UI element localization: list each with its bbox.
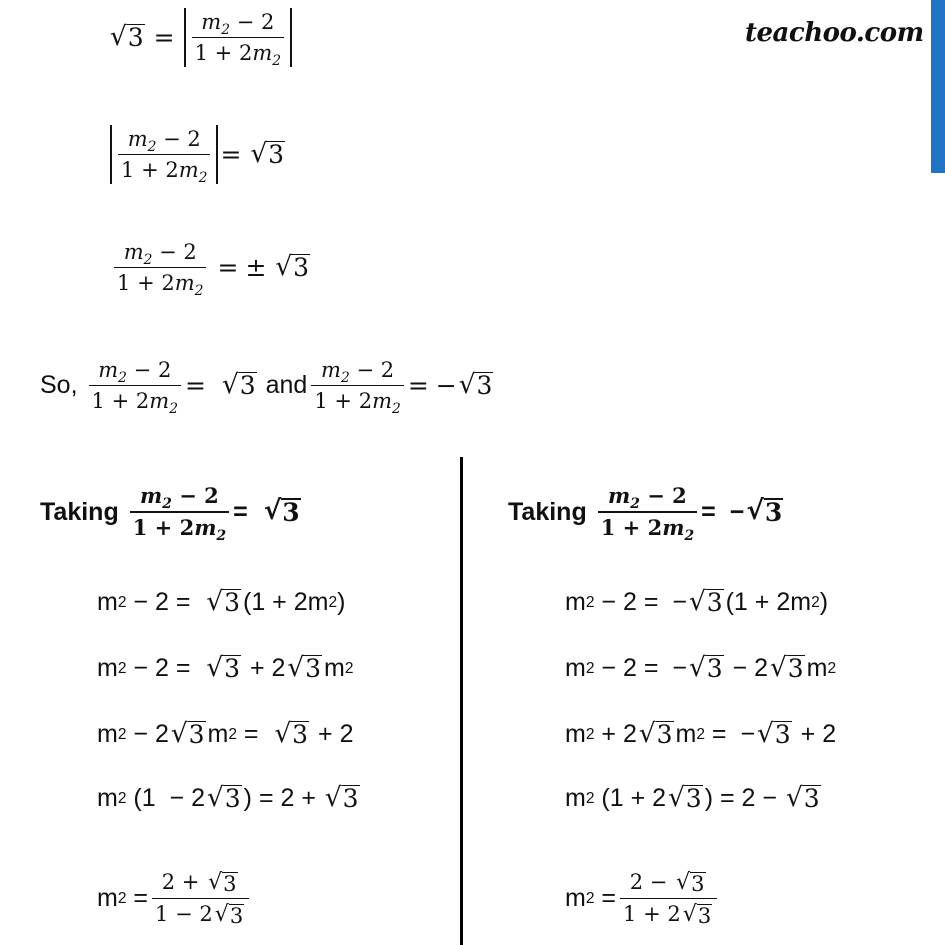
equation-line-2: $\frac{m_2 - 2}{1 + 2m_2}$ = √ 3 <box>108 125 287 184</box>
right-step-3: m 2 + 2 √ 3 m 2 = − √ 3 + 2 <box>565 718 837 749</box>
sqrt: √ 3 <box>757 718 791 749</box>
left-step-2: m 2 − 2 = √ 3 + 2 √ 3 m 2 <box>97 652 354 683</box>
fraction: $\frac{m_2 - 2}{1 + 2m_2}$ <box>311 358 403 413</box>
sqrt: √ 3 <box>250 139 285 170</box>
equation-line-4: So, $\frac{m_2 - 2}{1 + 2m_2}$ = √ 3 and $\frac{m_2 - 2}{1 + 2m_2}$ = − √ 3 <box>40 358 493 417</box>
fraction: 2 + √ 3 1 − 2 √ 3 <box>152 870 249 927</box>
fraction: $\frac{m_2 - 2}{1 + 2m_2}$ <box>89 358 181 413</box>
sqrt: √ 3 <box>746 496 783 528</box>
equation-line-3: $\frac{m_2 - 2}{1 + 2m_2}$ = ± √ 3 <box>110 240 312 295</box>
sqrt: √ 3 <box>274 718 309 749</box>
absolute-value <box>184 8 292 67</box>
sqrt: √ 3 <box>208 870 237 896</box>
sqrt: √ 3 <box>638 718 673 749</box>
teachoo-logo: teachoo.com <box>745 18 924 48</box>
sqrt: √ 3 <box>214 902 244 929</box>
left-step-3: m 2 − 2 √ 3 m 2 = √ 3 + 2 <box>97 718 354 749</box>
sqrt: √ 3 <box>458 370 493 401</box>
sqrt: √ 3 <box>668 782 702 813</box>
sqrt: √ 3 <box>688 652 723 683</box>
sqrt: √ 3 <box>287 652 322 683</box>
sqrt: √ 3 <box>206 652 240 683</box>
left-step-1: m 2 − 2 = √ 3 ( 1 + 2 m 2 ) <box>97 586 346 617</box>
right-step-2: m 2 − 2 = − √ 3 − 2 √ 3 m 2 <box>565 652 837 683</box>
sqrt: √ 3 <box>221 370 256 401</box>
sqrt: √ 3 <box>110 22 144 53</box>
sqrt: √ 3 <box>324 782 359 813</box>
sqrt: √ 3 <box>207 782 241 813</box>
scrollbar-thumb[interactable] <box>931 0 945 173</box>
fraction: $\frac{m_2 - 2}{1 + 2m_2}$ <box>130 484 229 540</box>
sqrt: √ 3 <box>263 496 300 528</box>
fraction: 2 − √ 3 1 + 2 √ 3 <box>620 870 717 927</box>
sqrt: √ 3 <box>785 782 820 813</box>
sqrt: √ 3 <box>275 252 310 283</box>
right-step-4: m 2 ( 1 + 2 √ 3 ) = 2 − √ 3 <box>565 782 820 813</box>
equation-line-1: √ 3 = $\frac{m_2 - 2}{1 + 2m_2}$ <box>108 8 294 67</box>
right-step-5: m 2 = 2 − √ 3 1 + 2 √ 3 <box>565 870 721 927</box>
fraction: $\frac{m_2 - 2}{1 + 2m_2}$ <box>192 10 284 65</box>
left-step-5: m 2 = 2 + √ 3 1 − 2 √ 3 <box>97 870 253 927</box>
sqrt: √ 3 <box>676 870 705 896</box>
right-step-1: m 2 − 2 = − √ 3 ( 1 + 2 m 2 ) <box>565 586 829 617</box>
right-case-heading: Taking $\frac{m_2 - 2}{1 + 2m_2}$ = − √ 3 <box>508 483 783 544</box>
sqrt: √ 3 <box>770 652 804 683</box>
left-case-heading: Taking $\frac{m_2 - 2}{1 + 2m_2}$ = √ 3 <box>40 483 300 544</box>
column-divider <box>460 457 463 945</box>
sqrt: √ 3 <box>688 586 723 617</box>
absolute-value <box>110 125 218 184</box>
sqrt: √ 3 <box>682 902 712 929</box>
fraction: $\frac{m_2 - 2}{1 + 2m_2}$ <box>114 240 206 295</box>
fraction: $\frac{m_2 - 2}{1 + 2m_2}$ <box>598 484 697 540</box>
left-step-4: m 2 ( 1 − 2 √ 3 ) = 2 + √ 3 <box>97 782 359 813</box>
fraction: $\frac{m_2 - 2}{1 + 2m_2}$ <box>118 127 210 182</box>
sqrt: √ 3 <box>206 586 240 617</box>
sqrt: √ 3 <box>170 718 205 749</box>
